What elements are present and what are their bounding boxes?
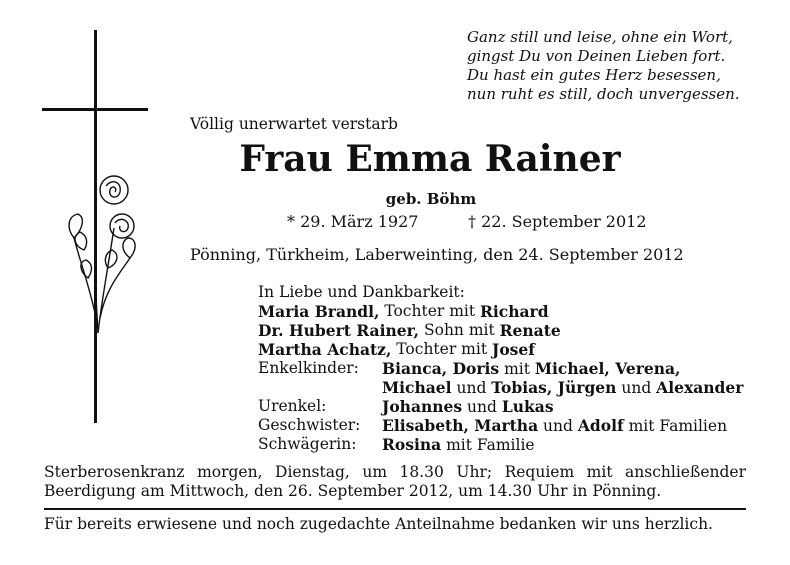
- relation-text: mit Familie: [441, 436, 535, 454]
- family-member: Maria Brandl,: [258, 302, 380, 321]
- family-member: Rosina: [382, 435, 442, 454]
- family-row: [258, 435, 743, 454]
- poem: [467, 28, 740, 104]
- siblings-label: Geschwister:: [258, 416, 361, 434]
- family-row: [258, 359, 743, 378]
- family-row: [258, 340, 743, 359]
- family-member: Josef: [491, 340, 535, 359]
- family-row: [258, 397, 743, 416]
- family-member: Johannes: [382, 397, 463, 416]
- place-and-date: Pönning, Türkheim, Laberweinting, den 24. September 2012: [190, 245, 684, 264]
- divider: [44, 508, 746, 510]
- family-heading: In Liebe und Dankbarkeit:: [258, 283, 465, 301]
- maiden-name: geb. Böhm: [385, 190, 477, 208]
- relation-text: Sohn mit: [419, 321, 500, 339]
- poem-line: Du hast ein gutes Herz besessen,: [467, 66, 721, 84]
- relation-text: Tochter mit: [379, 302, 481, 320]
- service-line: Beerdigung am Mittwoch, den 26. September 2012, um 14.30 Uhr in Pönning.: [44, 482, 662, 500]
- family-member: Dr. Hubert Rainer,: [258, 321, 420, 340]
- relation-text: und: [451, 379, 492, 397]
- deceased-name: Frau Emma Rainer: [239, 138, 621, 180]
- poem-line: gingst Du von Deinen Lieben fort.: [467, 47, 726, 65]
- service-announcement: [44, 463, 746, 501]
- family-row: [258, 302, 743, 321]
- thanks-text: Für bereits erwiesene und noch zugedachte Anteilnahme bedanken wir uns herzlich.: [44, 515, 713, 533]
- cross-horizontal-bar: [42, 108, 148, 111]
- sister-in-law-label: Schwägerin:: [258, 435, 357, 453]
- family-member: Tobias, Jürgen: [491, 378, 617, 397]
- family-member: Renate: [499, 321, 561, 340]
- family-member: Richard: [480, 302, 549, 321]
- death-date: † 22. September 2012: [468, 212, 647, 231]
- grandchildren-label: Enkelkinder:: [258, 359, 359, 377]
- family-member: Bianca, Doris: [382, 359, 500, 378]
- great-grandchildren-label: Urenkel:: [258, 397, 327, 415]
- family-row: [258, 416, 743, 435]
- service-line: Sterberosenkranz morgen, Dienstag, um 18.30 Uhr; Requiem mit anschließender: [44, 463, 746, 481]
- family-member: Michael: [382, 378, 452, 397]
- relation-text: Tochter mit: [391, 340, 492, 358]
- poem-line: nun ruht es still, doch unvergessen.: [467, 85, 740, 103]
- family-list: [258, 283, 743, 454]
- family-member: Alexander: [656, 378, 744, 397]
- family-row: [258, 321, 743, 340]
- family-member: Michael, Verena,: [534, 359, 681, 378]
- relation-text: mit Familien: [623, 417, 728, 435]
- relation-text: und: [462, 398, 502, 416]
- relation-text: und: [616, 379, 657, 397]
- birth-date: * 29. März 1927: [287, 212, 419, 231]
- relation-text: und: [538, 417, 578, 435]
- family-member: Lukas: [501, 397, 554, 416]
- family-member: Adolf: [577, 416, 624, 435]
- family-row: [258, 378, 743, 397]
- family-member: Elisabeth, Martha: [382, 416, 539, 435]
- poem-line: Ganz still und leise, ohne ein Wort,: [467, 28, 733, 46]
- intro-text: Völlig unerwartet verstarb: [190, 115, 398, 133]
- family-member: Martha Achatz,: [258, 340, 392, 359]
- relation-text: mit: [499, 360, 535, 378]
